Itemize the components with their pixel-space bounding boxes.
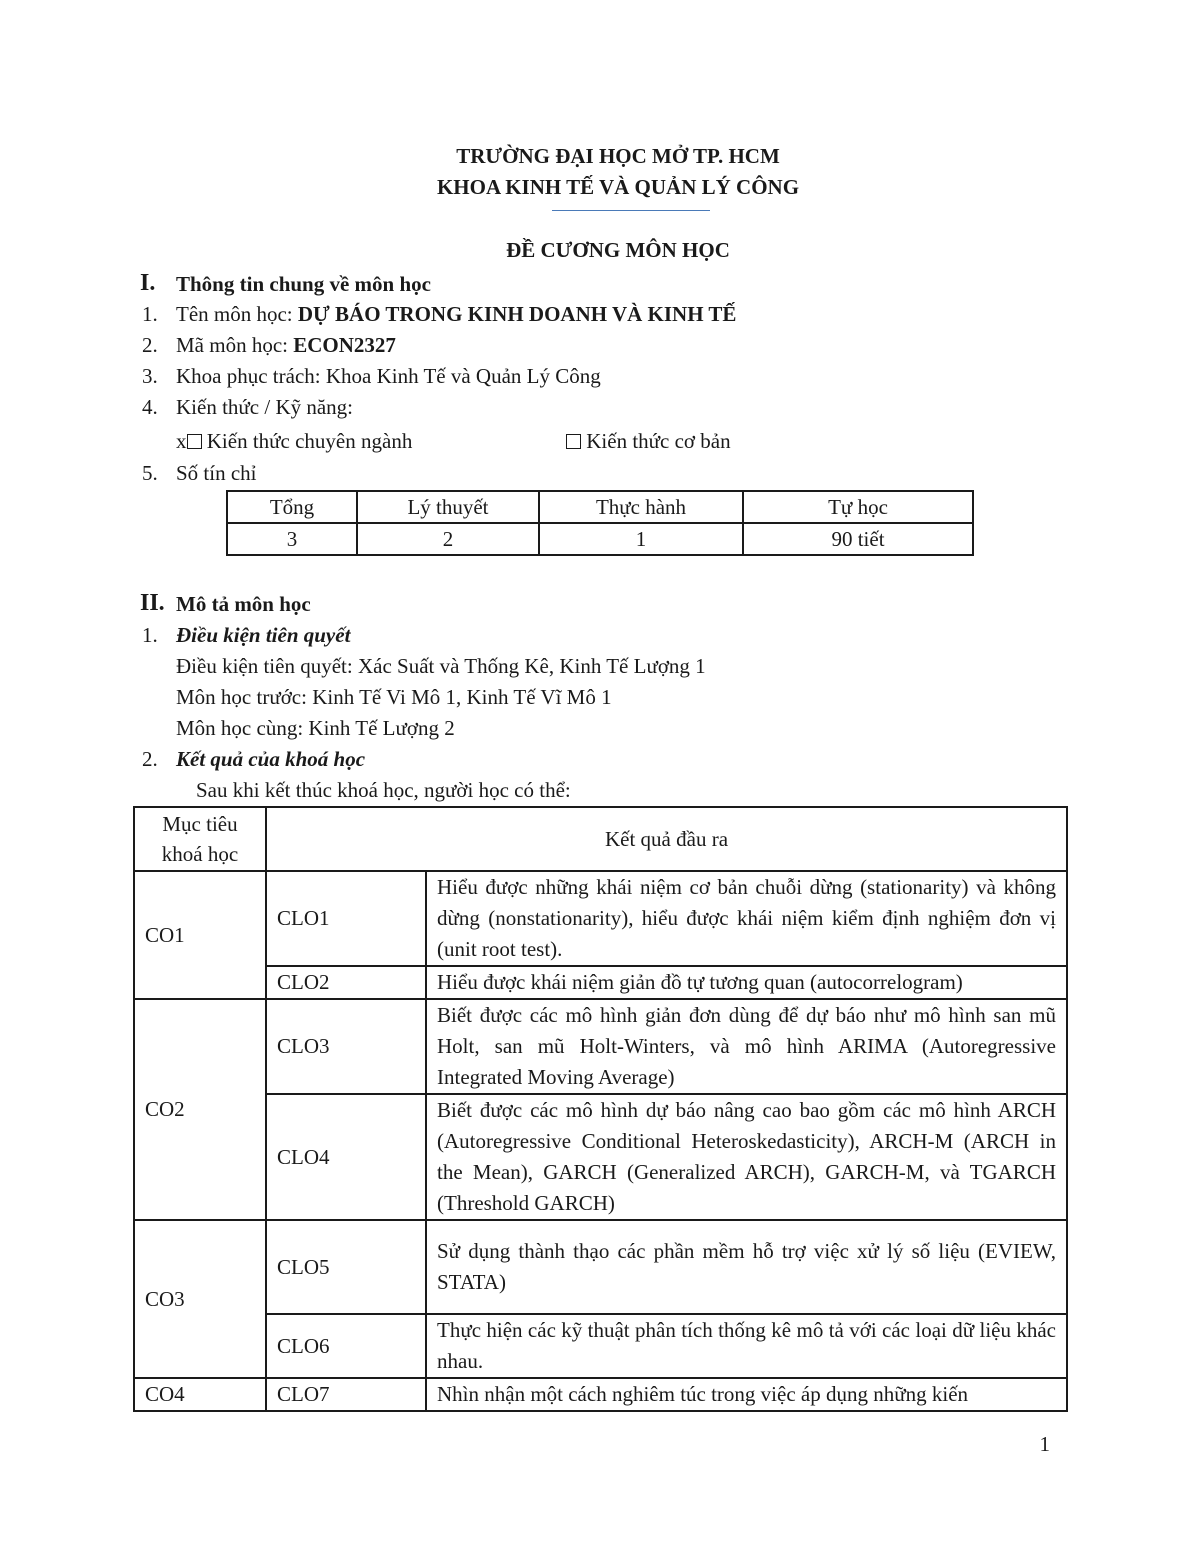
knowledge-skills-label: Kiến thức / Kỹ năng: xyxy=(176,395,354,419)
university-name: TRƯỜNG ĐẠI HỌC MỞ TP. HCM xyxy=(456,144,780,168)
table-cell: 1 xyxy=(539,523,743,555)
course-name-label: Tên môn học: xyxy=(176,302,298,326)
table-header-cell: Tổng xyxy=(227,491,357,523)
credits-table xyxy=(226,490,974,556)
objective-cell: CO2 xyxy=(134,999,266,1220)
course-code-value: ECON2327 xyxy=(293,333,396,357)
clo-code-cell: CLO2 xyxy=(266,966,426,999)
item-number: 4. xyxy=(142,395,158,419)
clo-description-cell: Biết được các mô hình dự báo nâng cao bao gồm các mô hình ARCH (Autoregressive Conditional Heteroskedasticity), ARCH-M (ARCH in the Mean), GARCH (Generalized ARCH), GARCH-M, và TGARCH (Threshold GARCH) xyxy=(426,1094,1067,1220)
outcomes-title: Kết quả của khoá học xyxy=(176,747,366,771)
header-divider xyxy=(552,210,710,211)
objective-header-line: khoá học xyxy=(161,842,239,866)
prerequisites-title: Điều kiện tiên quyết xyxy=(176,623,351,647)
faculty-name: KHOA KINH TẾ VÀ QUẢN LÝ CÔNG xyxy=(436,175,800,199)
table-row xyxy=(134,999,1067,1094)
clo-code-cell: CLO5 xyxy=(266,1220,426,1314)
specialized-knowledge-option xyxy=(176,427,412,455)
clo-description-cell: Thực hiện các kỹ thuật phân tích thống kê mô tả với các loại dữ liệu khác nhau. xyxy=(426,1314,1067,1378)
course-code-line xyxy=(176,331,396,359)
table-cell: 90 tiết xyxy=(743,523,973,555)
clo-description-cell: Sử dụng thành thạo các phần mềm hỗ trợ việc xử lý số liệu (EVIEW, STATA) xyxy=(426,1220,1067,1314)
specialized-knowledge-label: Kiến thức chuyên ngành xyxy=(201,429,413,453)
course-code-label: Mã môn học: xyxy=(176,333,294,357)
item-number: 2. xyxy=(142,747,158,771)
item-number: 1. xyxy=(142,623,158,647)
clo-code-cell: CLO6 xyxy=(266,1314,426,1378)
outcome-header-cell: Kết quả đầu ra xyxy=(266,807,1067,871)
clo-description-cell: Biết được các mô hình giản đơn dùng để dự báo như mô hình san mũ Holt, san mũ Holt-Winters, và mô hình ARIMA (Autoregressive Integrated Moving Average) xyxy=(426,999,1067,1094)
section-2-title: Mô tả môn học xyxy=(176,592,311,616)
document-title: ĐỀ CƯƠNG MÔN HỌC xyxy=(506,238,730,262)
credits-label: Số tín chỉ xyxy=(176,461,257,485)
page-number: 1 xyxy=(1039,1432,1050,1456)
item-number: 2. xyxy=(142,333,158,357)
item-number: 5. xyxy=(142,461,158,485)
checked-mark: x xyxy=(176,429,187,453)
table-row xyxy=(227,523,973,555)
outcomes-intro: Sau khi kết thúc khoá học, người học có thể: xyxy=(196,778,571,802)
section-1-number: I. xyxy=(140,270,156,296)
clo-description-cell: Hiểu được những khái niệm cơ bản chuỗi dừng (stationarity) và không dừng (nonstationarity), hiểu được khái niệm kiểm định nghiệm đơn vị (unit root test). xyxy=(426,871,1067,966)
checkbox-icon xyxy=(566,434,581,449)
clo-code-cell: CLO3 xyxy=(266,999,426,1094)
table-header-cell: Lý thuyết xyxy=(357,491,539,523)
table-row xyxy=(134,871,1067,966)
table-row xyxy=(134,1314,1067,1378)
table-row xyxy=(134,1220,1067,1314)
learning-outcomes-table xyxy=(133,806,1068,1412)
table-cell: 3 xyxy=(227,523,357,555)
section-2-number: II. xyxy=(140,590,165,616)
table-row xyxy=(134,1378,1067,1411)
table-row xyxy=(134,1094,1067,1220)
table-cell: 2 xyxy=(357,523,539,555)
table-header-cell: Thực hành xyxy=(539,491,743,523)
objective-cell: CO4 xyxy=(134,1378,266,1411)
table-row xyxy=(134,966,1067,999)
section-1-title: Thông tin chung về môn học xyxy=(176,272,431,296)
prerequisite-line: Điều kiện tiên quyết: Xác Suất và Thống Kê, Kinh Tế Lượng 1 xyxy=(176,654,706,678)
concurrent-course-line: Môn học cùng: Kinh Tế Lượng 2 xyxy=(176,716,455,740)
table-row xyxy=(227,491,973,523)
item-number: 1. xyxy=(142,302,158,326)
clo-code-cell: CLO4 xyxy=(266,1094,426,1220)
clo-code-cell: CLO7 xyxy=(266,1378,426,1411)
objective-cell: CO1 xyxy=(134,871,266,999)
clo-description-cell: Nhìn nhận một cách nghiêm túc trong việc áp dụng những kiến xyxy=(426,1378,1067,1411)
objective-header-line: Mục tiêu xyxy=(162,812,238,836)
objective-cell: CO3 xyxy=(134,1220,266,1378)
table-header-cell: Tự học xyxy=(743,491,973,523)
clo-description-cell: Hiểu được khái niệm giản đồ tự tương quan (autocorrelogram) xyxy=(426,966,1067,999)
basic-knowledge-option xyxy=(566,427,731,455)
checkbox-icon xyxy=(187,434,202,449)
faculty-in-charge: Khoa phục trách: Khoa Kinh Tế và Quản Lý Công xyxy=(176,364,601,388)
course-name-value: DỰ BÁO TRONG KINH DOANH VÀ KINH TẾ xyxy=(297,302,737,326)
table-row xyxy=(134,807,1067,871)
course-name-line xyxy=(176,300,736,328)
item-number: 3. xyxy=(142,364,158,388)
previous-course-line: Môn học trước: Kinh Tế Vi Mô 1, Kinh Tế Vĩ Mô 1 xyxy=(176,685,612,709)
clo-code-cell: CLO1 xyxy=(266,871,426,966)
objective-header-cell xyxy=(134,807,266,871)
basic-knowledge-label: Kiến thức cơ bản xyxy=(581,429,731,453)
